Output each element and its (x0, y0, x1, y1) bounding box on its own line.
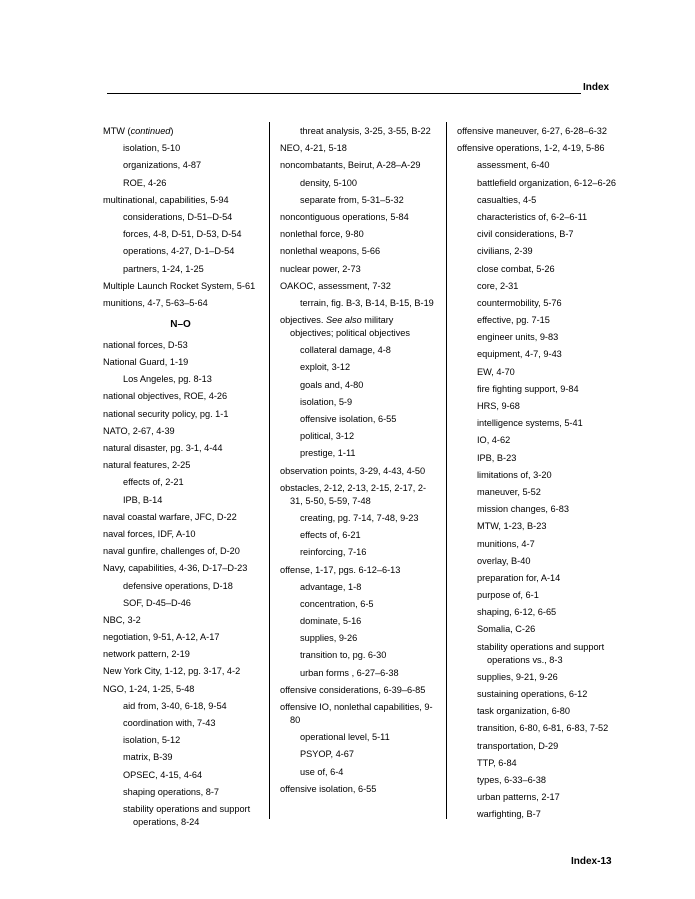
index-subentry: SOF, D-45–D-46 (123, 597, 191, 608)
index-entry (280, 314, 438, 340)
index-subentry: equipment, 4-7, 9-43 (477, 349, 562, 360)
index-entry: offensive maneuver, 6-27, 6-28–6-32 (457, 126, 607, 136)
index-subentry: creating, pg. 7-14, 7-48, 9-23 (300, 512, 419, 523)
index-subentry: warfighting, B-7 (477, 809, 541, 820)
column-divider (269, 122, 270, 819)
index-column-1 (103, 125, 258, 833)
index-subentry: coordination with, 7-43 (123, 718, 216, 728)
index-subentry: preparation for, A-14 (477, 572, 561, 583)
index-subentry: Somalia, C-26 (477, 624, 536, 635)
index-subentry: EW, 4-70 (477, 366, 515, 377)
index-entry: naval coastal warfare, JFC, D-22 (103, 511, 237, 522)
index-subentry: IO, 4-62 (477, 435, 511, 446)
index-subentry: isolation, 5-10 (123, 143, 181, 154)
entry-text: ) (170, 126, 174, 136)
index-entry: observation points, 3-29, 4-43, 4-50 (280, 465, 426, 476)
index-subentry: mission changes, 6-83 (477, 504, 569, 515)
index-entry: New York City, 1-12, pg. 3-17, 4-2 (103, 666, 241, 677)
index-subentry: urban forms , 6-27–6-38 (300, 667, 399, 678)
index-subentry: organizations, 4-87 (123, 160, 202, 171)
index-entry: national security policy, pg. 1-1 (103, 408, 229, 419)
index-subentry: civilians, 2-39 (477, 246, 533, 257)
index-subentry: purpose of, 6-1 (477, 590, 539, 601)
index-subentry: supplies, 9-21, 9-26 (477, 671, 558, 682)
index-subentry: core, 2-31 (477, 280, 519, 291)
index-subentry: offensive isolation, 6-55 (300, 414, 397, 424)
index-entry: NEO, 4-21, 5-18 (280, 143, 347, 154)
index-subentry: MTW, 1-23, B-23 (477, 521, 547, 532)
entry-text: MTW ( (103, 126, 131, 136)
index-subentry: urban patterns, 2-17 (477, 792, 560, 803)
index-subentry: transition, 6-80, 6-81, 6-83, 7-52 (477, 723, 609, 734)
index-subentry: defensive operations, D-18 (123, 580, 233, 591)
index-entry: munitions, 4-7, 5-63–5-64 (103, 297, 208, 308)
index-subentry: countermobility, 5-76 (477, 297, 562, 308)
index-subentry: goals and, 4-80 (300, 379, 364, 390)
index-entry: noncombatants, Beirut, A-28–A-29 (280, 160, 421, 171)
index-subentry: supplies, 9-26 (300, 633, 358, 644)
index-subentry: terrain, fig. B-3, B-14, B-15, B-19 (300, 297, 434, 308)
index-entry: nonlethal force, 9-80 (280, 229, 364, 240)
index-subentry: ROE, 4-26 (123, 177, 167, 188)
index-entry: offensive isolation, 6-55 (280, 783, 377, 794)
index-subentry: exploit, 3-12 (300, 362, 351, 373)
index-subentry: aid from, 3-40, 6-18, 9-54 (123, 700, 227, 711)
index-subentry: TTP, 6-84 (477, 757, 517, 768)
index-subentry: forces, 4-8, D-51, D-53, D-54 (123, 229, 242, 240)
index-subentry: engineer units, 9-83 (477, 332, 559, 343)
index-subentry: Los Angeles, pg. 8-13 (123, 374, 212, 385)
index-subentry: stability operations and support operations, 8-24 (123, 803, 251, 827)
index-entry: naval forces, IDF, A-10 (103, 528, 196, 539)
index-entry: OAKOC, assessment, 7-32 (280, 280, 391, 291)
index-subentry: prestige, 1-11 (300, 448, 356, 459)
entry-italic-text: See also (325, 315, 362, 326)
index-subentry: concentration, 6-5 (300, 598, 374, 609)
index-entry: nuclear power, 2-73 (280, 263, 361, 274)
index-subentry: OPSEC, 4-15, 4-64 (123, 769, 203, 780)
entry-text: military objectives; political objectives (290, 315, 411, 339)
index-subentry: intelligence systems, 5-41 (477, 418, 583, 429)
entry-italic-text: continued (130, 126, 171, 136)
running-header: Index (583, 82, 610, 93)
index-entry: offense, 1-17, pgs. 6-12–6-13 (280, 564, 401, 575)
index-entry: NGO, 1-24, 1-25, 5-48 (103, 683, 195, 694)
index-subentry: types, 6-33–6-38 (477, 774, 546, 785)
index-subentry: use of, 6-4 (300, 766, 344, 777)
index-column-2 (280, 125, 438, 800)
index-subentry: transition to, pg. 6-30 (300, 650, 387, 661)
index-subentry: partners, 1-24, 1-25 (123, 263, 204, 274)
index-subentry: fire fighting support, 9-84 (477, 383, 579, 394)
index-subentry: collateral damage, 4-8 (300, 345, 391, 356)
index-subentry: munitions, 4-7 (477, 538, 535, 549)
index-subentry: reinforcing, 7-16 (300, 547, 367, 558)
index-entry: naval gunfire, challenges of, D-20 (103, 546, 240, 557)
index-subentry: task organization, 6-80 (477, 706, 570, 717)
index-subentry: overlay, B-40 (477, 555, 531, 566)
index-subentry: shaping operations, 8-7 (123, 786, 220, 797)
index-entry: obstacles, 2-12, 2-13, 2-15, 2-17, 2-31, 5-50, 5-59, 7-48 (280, 482, 427, 506)
index-column-3 (457, 125, 617, 826)
index-entry: noncontiguous operations, 5-84 (280, 211, 409, 222)
index-entry: natural features, 2-25 (103, 460, 191, 471)
index-entry: Multiple Launch Rocket System, 5-61 (103, 280, 256, 291)
index-subentry: transportation, D-29 (477, 740, 559, 751)
index-subentry: sustaining operations, 6-12 (477, 689, 588, 699)
section-heading: N–O (170, 318, 191, 330)
index-entry: natural disaster, pg. 3-1, 4-44 (103, 443, 223, 453)
index-entry: network pattern, 2-19 (103, 649, 190, 660)
index-subentry: battlefield organization, 6-12–6-26 (477, 177, 616, 188)
index-subentry: civil considerations, B-7 (477, 229, 574, 240)
index-subentry: matrix, B-39 (123, 752, 173, 763)
index-entry: national forces, D-53 (103, 339, 188, 350)
index-subentry: dominate, 5-16 (300, 616, 362, 627)
index-subentry: isolation, 5-9 (300, 396, 353, 407)
index-subentry: casualties, 4-5 (477, 194, 537, 205)
index-subentry: assessment, 6-40 (477, 160, 550, 171)
index-entry: offensive operations, 1-2, 4-19, 5-86 (457, 143, 605, 154)
index-subentry: maneuver, 5-52 (477, 486, 541, 497)
index-entry: national objectives, ROE, 4-26 (103, 391, 228, 402)
index-entry: multinational, capabilities, 5-94 (103, 194, 229, 205)
index-subentry: close combat, 5-26 (477, 263, 555, 274)
index-subentry: political, 3-12 (300, 431, 355, 442)
header-rule (107, 93, 581, 94)
entry-text: objectives. (280, 315, 326, 326)
index-subentry: effective, pg. 7-15 (477, 315, 550, 326)
index-subentry: threat analysis, 3-25, 3-55, B-22 (300, 126, 431, 136)
index-subentry: advantage, 1-8 (300, 581, 362, 592)
index-subentry: effects of, 6-21 (300, 530, 361, 541)
index-subentry: operations, 4-27, D-1–D-54 (123, 246, 235, 257)
index-subentry: limitations of, 3-20 (477, 469, 552, 480)
index-entry: offensive IO, nonlethal capabilities, 9-80 (280, 702, 433, 725)
index-entry: NBC, 3-2 (103, 614, 141, 625)
index-subentry: HRS, 9-68 (477, 401, 520, 411)
index-entry: offensive considerations, 6-39–6-85 (280, 684, 426, 695)
index-subentry: effects of, 2-21 (123, 477, 184, 488)
index-subentry: characteristics of, 6-2–6-11 (477, 211, 588, 222)
index-entry: nonlethal weapons, 5-66 (280, 246, 381, 257)
index-subentry: density, 5-100 (300, 177, 358, 188)
index-subentry: PSYOP, 4-67 (300, 749, 354, 760)
index-subentry: considerations, D-51–D-54 (123, 211, 233, 222)
index-subentry: isolation, 5-12 (123, 735, 181, 746)
index-entry: NATO, 2-67, 4-39 (103, 425, 175, 436)
index-entry (103, 125, 258, 138)
index-entry: negotiation, 9-51, A-12, A-17 (103, 632, 220, 643)
page-number: Index-13 (571, 856, 612, 867)
index-entry: Navy, capabilities, 4-36, D-17–D-23 (103, 563, 248, 574)
index-entry: National Guard, 1-19 (103, 357, 189, 368)
index-subentry: operational level, 5-11 (300, 732, 390, 743)
index-subentry: IPB, B-23 (477, 452, 517, 463)
index-subentry: shaping, 6-12, 6-65 (477, 607, 557, 618)
column-divider (446, 122, 447, 819)
index-subentry: separate from, 5-31–5-32 (300, 194, 404, 205)
index-subentry: stability operations and support operations vs., 8-3 (477, 641, 605, 665)
index-subentry: IPB, B-14 (123, 494, 163, 505)
